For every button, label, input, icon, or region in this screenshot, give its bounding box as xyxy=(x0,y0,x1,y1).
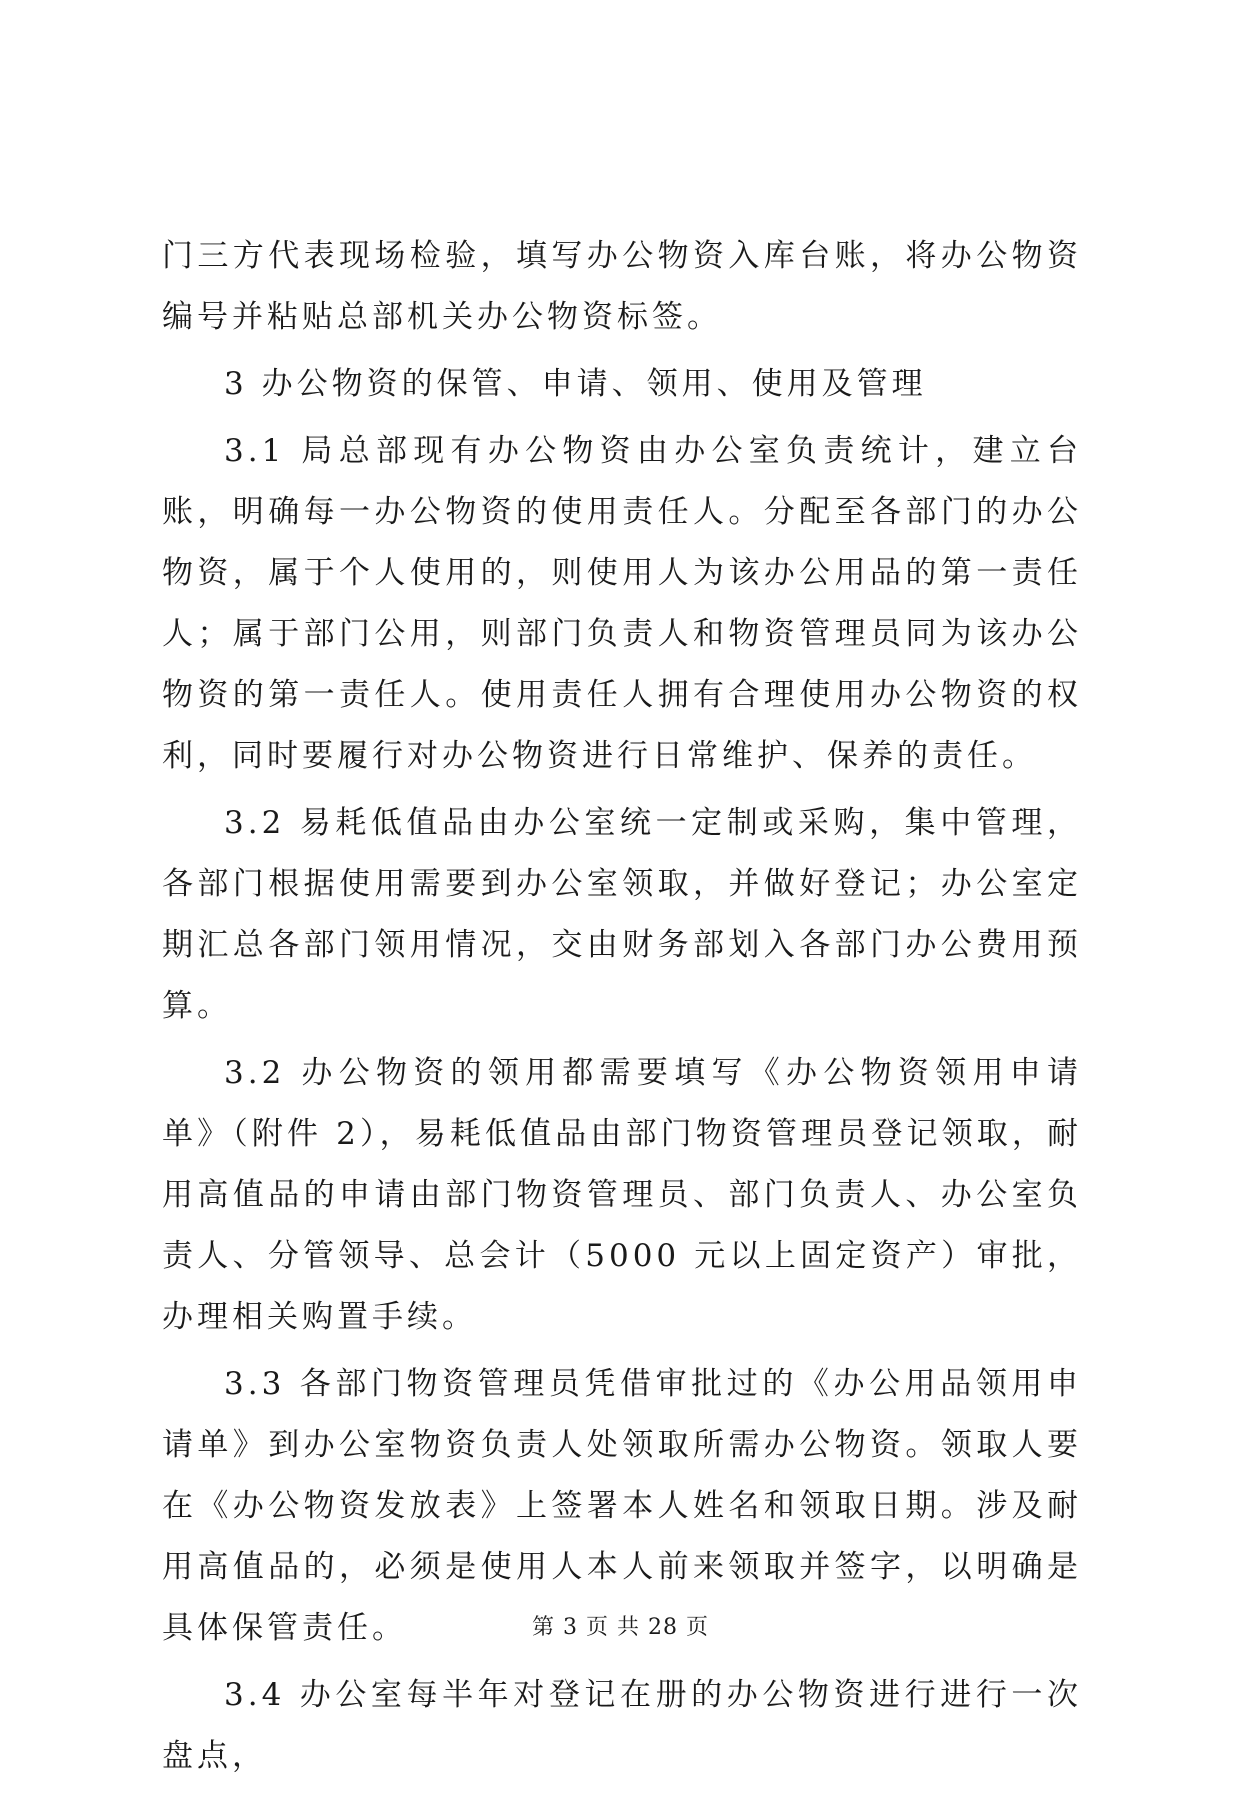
page-number-footer: 第 3 页 共 28 页 xyxy=(532,1615,709,1640)
document-body xyxy=(162,226,1082,1793)
paragraph-3-4: 3.4 办公室每半年对登记在册的办公物资进行进行一次盘点， xyxy=(162,1677,1082,1774)
paragraph-3-1: 3.1 局总部现有办公物资由办公室负责统计，建立台账，明确每一办公物资的使用责任人。分配至各部门的办公物资，属于个人使用的，则使用人为该办公用品的第一责任人；属于部门公用，则部门负责人和物资管理员同为该办公物资的第一责任人。使用责任人拥有合理使用办公物资的权利，同时要履行对办公物资进行日常维护、保养的责任。 xyxy=(162,433,1082,774)
section-heading-3: 3 办公物资的保管、申请、领用、使用及管理 xyxy=(224,366,927,402)
paragraph-3-2-requisition: 3.2 办公物资的领用都需要填写《办公物资领用申请单》（附件 2），易耗低值品由部门物资管理员登记领取，耐用高值品的申请由部门物资管理员、部门负责人、办公室负责人、分管领导、总会计（5000 元以上固定资产）审批，办理相关购置手续。 xyxy=(162,1055,1082,1335)
paragraph-continuation: 门三方代表现场检验，填写办公物资入库台账，将办公物资编号并粘贴总部机关办公物资标签。 xyxy=(162,238,1082,335)
paragraph-3-2-consumables: 3.2 易耗低值品由办公室统一定制或采购，集中管理，各部门根据使用需要到办公室领取，并做好登记；办公室定期汇总各部门领用情况，交由财务部划入各部门办公费用预算。 xyxy=(162,805,1082,1024)
paragraph-3-3: 3.3 各部门物资管理员凭借审批过的《办公用品领用申请单》到办公室物资负责人处领取所需办公物资。领取人要在《办公物资发放表》上签署本人姓名和领取日期。涉及耐用高值品的，必须是使用人本人前来领取并签字，以明确是具体保管责任。 xyxy=(162,1366,1082,1646)
